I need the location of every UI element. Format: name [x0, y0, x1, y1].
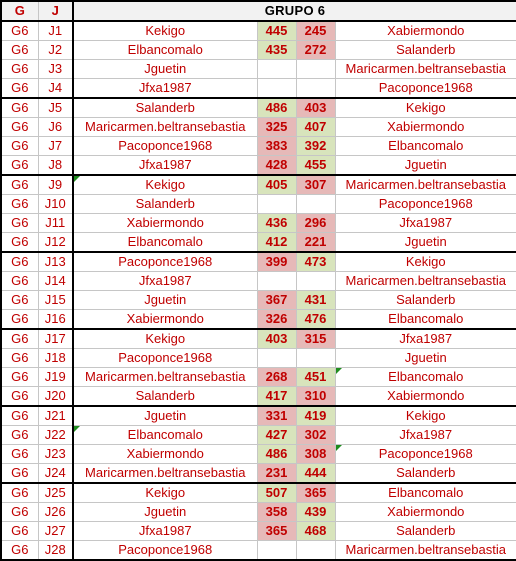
- round-cell[interactable]: J4: [38, 79, 73, 99]
- away-score-cell[interactable]: 221: [296, 233, 335, 253]
- group-cell[interactable]: G6: [1, 156, 38, 176]
- table-row: [1, 98, 516, 118]
- round-cell[interactable]: J19: [38, 368, 73, 387]
- group-cell[interactable]: G6: [1, 118, 38, 137]
- home-player-cell[interactable]: Jguetin: [73, 291, 257, 310]
- table-row: [1, 522, 516, 541]
- away-score-cell[interactable]: 473: [296, 252, 335, 272]
- group-cell[interactable]: G6: [1, 464, 38, 484]
- away-player-cell[interactable]: Elbancomalo: [335, 483, 516, 503]
- away-score-cell[interactable]: 444: [296, 464, 335, 484]
- group-cell[interactable]: G6: [1, 483, 38, 503]
- home-player-cell[interactable]: Maricarmen.beltransebastia: [73, 368, 257, 387]
- table-row: [1, 464, 516, 484]
- away-player-cell[interactable]: Elbancomalo: [335, 368, 516, 387]
- group-cell[interactable]: G6: [1, 98, 38, 118]
- away-player-cell[interactable]: Xabiermondo: [335, 21, 516, 41]
- table-row: [1, 137, 516, 156]
- home-player-cell[interactable]: Jguetin: [73, 503, 257, 522]
- group-cell[interactable]: G6: [1, 252, 38, 272]
- away-player-cell[interactable]: Jguetin: [335, 156, 516, 176]
- away-score-cell[interactable]: 431: [296, 291, 335, 310]
- group-cell[interactable]: G6: [1, 137, 38, 156]
- home-score-cell[interactable]: 507: [257, 483, 296, 503]
- home-score-cell[interactable]: 417: [257, 387, 296, 407]
- home-score-cell[interactable]: 268: [257, 368, 296, 387]
- home-score-cell[interactable]: [257, 195, 296, 214]
- away-player-cell[interactable]: Xabiermondo: [335, 503, 516, 522]
- home-player-cell[interactable]: Pacoponce1968: [73, 137, 257, 156]
- home-player-cell[interactable]: Pacoponce1968: [73, 349, 257, 368]
- home-score-cell[interactable]: 435: [257, 41, 296, 60]
- table-row: [1, 310, 516, 330]
- away-score-cell[interactable]: 308: [296, 445, 335, 464]
- table-row: [1, 21, 516, 41]
- home-player-cell[interactable]: Maricarmen.beltransebastia: [73, 118, 257, 137]
- home-score-cell[interactable]: 331: [257, 406, 296, 426]
- home-score-cell[interactable]: 486: [257, 445, 296, 464]
- round-cell[interactable]: J18: [38, 349, 73, 368]
- round-cell[interactable]: J17: [38, 329, 73, 349]
- away-player-cell[interactable]: Salanderb: [335, 522, 516, 541]
- table-row: [1, 387, 516, 407]
- away-player-cell[interactable]: Kekigo: [335, 406, 516, 426]
- round-cell[interactable]: J22: [38, 426, 73, 445]
- away-score-cell[interactable]: [296, 60, 335, 79]
- round-cell[interactable]: J7: [38, 137, 73, 156]
- round-cell[interactable]: J27: [38, 522, 73, 541]
- table-row: [1, 272, 516, 291]
- table-row: [1, 426, 516, 445]
- table-row: [1, 60, 516, 79]
- away-player-cell[interactable]: Elbancomalo: [335, 137, 516, 156]
- round-cell[interactable]: J13: [38, 252, 73, 272]
- home-score-cell[interactable]: 358: [257, 503, 296, 522]
- away-player-cell[interactable]: Pacoponce1968: [335, 79, 516, 99]
- group-cell[interactable]: G6: [1, 445, 38, 464]
- away-player-cell[interactable]: Maricarmen.beltransebastia: [335, 175, 516, 195]
- home-score-cell[interactable]: 412: [257, 233, 296, 253]
- away-player-cell[interactable]: Jfxa1987: [335, 214, 516, 233]
- away-player-cell[interactable]: Pacoponce1968: [335, 445, 516, 464]
- away-player-cell[interactable]: Jfxa1987: [335, 329, 516, 349]
- round-cell[interactable]: J2: [38, 41, 73, 60]
- home-player-cell[interactable]: Salanderb: [73, 387, 257, 407]
- away-player-cell[interactable]: Maricarmen.beltransebastia: [335, 541, 516, 561]
- table-row: [1, 406, 516, 426]
- group-cell[interactable]: G6: [1, 175, 38, 195]
- round-cell[interactable]: J24: [38, 464, 73, 484]
- round-cell[interactable]: J8: [38, 156, 73, 176]
- away-score-cell[interactable]: 403: [296, 98, 335, 118]
- away-score-cell[interactable]: 455: [296, 156, 335, 176]
- round-cell[interactable]: J12: [38, 233, 73, 253]
- table-row: [1, 118, 516, 137]
- away-player-cell[interactable]: Salanderb: [335, 41, 516, 60]
- round-cell[interactable]: J1: [38, 21, 73, 41]
- home-player-cell[interactable]: Salanderb: [73, 98, 257, 118]
- home-score-cell[interactable]: 427: [257, 426, 296, 445]
- home-player-cell[interactable]: Salanderb: [73, 195, 257, 214]
- group-cell[interactable]: G6: [1, 426, 38, 445]
- home-score-cell[interactable]: [257, 60, 296, 79]
- away-score-cell[interactable]: [296, 541, 335, 561]
- group-cell[interactable]: G6: [1, 272, 38, 291]
- home-player-cell[interactable]: Elbancomalo: [73, 233, 257, 253]
- away-score-cell[interactable]: 245: [296, 21, 335, 41]
- away-player-cell[interactable]: Jfxa1987: [335, 426, 516, 445]
- table-row: [1, 252, 516, 272]
- home-player-cell[interactable]: Jfxa1987: [73, 79, 257, 99]
- away-player-cell[interactable]: Xabiermondo: [335, 118, 516, 137]
- group-cell[interactable]: G6: [1, 21, 38, 41]
- round-cell[interactable]: J21: [38, 406, 73, 426]
- table-body: [1, 1, 516, 560]
- away-player-cell[interactable]: Kekigo: [335, 98, 516, 118]
- table-row: [1, 41, 516, 60]
- round-cell[interactable]: J16: [38, 310, 73, 330]
- table-row: [1, 233, 516, 253]
- home-score-cell[interactable]: [257, 349, 296, 368]
- away-player-cell[interactable]: Maricarmen.beltransebastia: [335, 272, 516, 291]
- away-score-cell[interactable]: 476: [296, 310, 335, 330]
- home-player-cell[interactable]: Xabiermondo: [73, 310, 257, 330]
- group-cell[interactable]: G6: [1, 310, 38, 330]
- header-row: [1, 1, 516, 21]
- home-player-cell[interactable]: Jfxa1987: [73, 156, 257, 176]
- table-row: [1, 79, 516, 99]
- group-cell[interactable]: G6: [1, 233, 38, 253]
- home-player-cell[interactable]: Kekigo: [73, 175, 257, 195]
- group-cell[interactable]: G6: [1, 541, 38, 561]
- home-player-cell[interactable]: Xabiermondo: [73, 214, 257, 233]
- column-header-group[interactable]: G: [1, 1, 38, 21]
- group-cell[interactable]: G6: [1, 387, 38, 407]
- home-score-cell[interactable]: 367: [257, 291, 296, 310]
- away-score-cell[interactable]: 310: [296, 387, 335, 407]
- away-score-cell[interactable]: 272: [296, 41, 335, 60]
- column-header-round[interactable]: J: [38, 1, 73, 21]
- group-cell[interactable]: G6: [1, 60, 38, 79]
- away-score-cell[interactable]: [296, 349, 335, 368]
- group-cell[interactable]: G6: [1, 79, 38, 99]
- group-cell[interactable]: G6: [1, 291, 38, 310]
- home-player-cell[interactable]: Jguetin: [73, 60, 257, 79]
- away-score-cell[interactable]: [296, 272, 335, 291]
- round-cell[interactable]: J14: [38, 272, 73, 291]
- away-score-cell[interactable]: 439: [296, 503, 335, 522]
- home-score-cell[interactable]: 365: [257, 522, 296, 541]
- table-row: [1, 445, 516, 464]
- home-score-cell[interactable]: 445: [257, 21, 296, 41]
- group-cell[interactable]: G6: [1, 368, 38, 387]
- home-score-cell[interactable]: 231: [257, 464, 296, 484]
- away-score-cell[interactable]: 307: [296, 175, 335, 195]
- round-cell[interactable]: J10: [38, 195, 73, 214]
- round-cell[interactable]: J15: [38, 291, 73, 310]
- home-player-cell[interactable]: Elbancomalo: [73, 426, 257, 445]
- table-row: [1, 291, 516, 310]
- table-row: [1, 483, 516, 503]
- home-player-cell[interactable]: Maricarmen.beltransebastia: [73, 464, 257, 484]
- away-player-cell[interactable]: Maricarmen.beltransebastia: [335, 60, 516, 79]
- home-score-cell[interactable]: 383: [257, 137, 296, 156]
- group-cell[interactable]: G6: [1, 41, 38, 60]
- table-row: [1, 503, 516, 522]
- round-cell[interactable]: J28: [38, 541, 73, 561]
- away-player-cell[interactable]: Jguetin: [335, 233, 516, 253]
- home-score-cell[interactable]: 405: [257, 175, 296, 195]
- home-player-cell[interactable]: Jguetin: [73, 406, 257, 426]
- table-row: [1, 156, 516, 176]
- away-score-cell[interactable]: 365: [296, 483, 335, 503]
- group-cell[interactable]: G6: [1, 329, 38, 349]
- home-score-cell[interactable]: 486: [257, 98, 296, 118]
- home-score-cell[interactable]: 399: [257, 252, 296, 272]
- table-row: [1, 175, 516, 195]
- home-player-cell[interactable]: Elbancomalo: [73, 41, 257, 60]
- group-cell[interactable]: G6: [1, 195, 38, 214]
- home-score-cell[interactable]: 326: [257, 310, 296, 330]
- home-player-cell[interactable]: Jfxa1987: [73, 272, 257, 291]
- home-player-cell[interactable]: Pacoponce1968: [73, 541, 257, 561]
- group-cell[interactable]: G6: [1, 214, 38, 233]
- home-player-cell[interactable]: Jfxa1987: [73, 522, 257, 541]
- table-row: [1, 349, 516, 368]
- away-score-cell[interactable]: 468: [296, 522, 335, 541]
- away-player-cell[interactable]: Kekigo: [335, 252, 516, 272]
- away-player-cell[interactable]: Jguetin: [335, 349, 516, 368]
- round-cell[interactable]: J9: [38, 175, 73, 195]
- away-score-cell[interactable]: 296: [296, 214, 335, 233]
- table-row: [1, 214, 516, 233]
- home-player-cell[interactable]: Kekigo: [73, 483, 257, 503]
- table-row: [1, 329, 516, 349]
- table-row: [1, 195, 516, 214]
- group-cell[interactable]: G6: [1, 406, 38, 426]
- home-player-cell[interactable]: Kekigo: [73, 329, 257, 349]
- away-player-cell[interactable]: Salanderb: [335, 464, 516, 484]
- away-score-cell[interactable]: 419: [296, 406, 335, 426]
- home-player-cell[interactable]: Kekigo: [73, 21, 257, 41]
- away-player-cell[interactable]: Pacoponce1968: [335, 195, 516, 214]
- home-score-cell[interactable]: [257, 272, 296, 291]
- home-player-cell[interactable]: Pacoponce1968: [73, 252, 257, 272]
- group-cell[interactable]: G6: [1, 522, 38, 541]
- away-score-cell[interactable]: 302: [296, 426, 335, 445]
- round-cell[interactable]: J6: [38, 118, 73, 137]
- away-player-cell[interactable]: Elbancomalo: [335, 310, 516, 330]
- away-score-cell[interactable]: [296, 79, 335, 99]
- table-row: [1, 368, 516, 387]
- away-player-cell[interactable]: Salanderb: [335, 291, 516, 310]
- round-cell[interactable]: J26: [38, 503, 73, 522]
- away-score-cell[interactable]: 451: [296, 368, 335, 387]
- home-player-cell[interactable]: Xabiermondo: [73, 445, 257, 464]
- home-score-cell[interactable]: 428: [257, 156, 296, 176]
- home-score-cell[interactable]: 436: [257, 214, 296, 233]
- away-score-cell[interactable]: 407: [296, 118, 335, 137]
- away-score-cell[interactable]: 392: [296, 137, 335, 156]
- round-cell[interactable]: J23: [38, 445, 73, 464]
- away-score-cell[interactable]: [296, 195, 335, 214]
- home-score-cell[interactable]: 403: [257, 329, 296, 349]
- round-cell[interactable]: J3: [38, 60, 73, 79]
- group-cell[interactable]: G6: [1, 503, 38, 522]
- round-cell[interactable]: J11: [38, 214, 73, 233]
- round-cell[interactable]: J20: [38, 387, 73, 407]
- home-score-cell[interactable]: [257, 79, 296, 99]
- table-row: [1, 541, 516, 561]
- round-cell[interactable]: J5: [38, 98, 73, 118]
- away-player-cell[interactable]: Xabiermondo: [335, 387, 516, 407]
- group-cell[interactable]: G6: [1, 349, 38, 368]
- round-cell[interactable]: J25: [38, 483, 73, 503]
- group-title[interactable]: GRUPO 6: [73, 1, 516, 21]
- home-score-cell[interactable]: 325: [257, 118, 296, 137]
- away-score-cell[interactable]: 315: [296, 329, 335, 349]
- home-score-cell[interactable]: [257, 541, 296, 561]
